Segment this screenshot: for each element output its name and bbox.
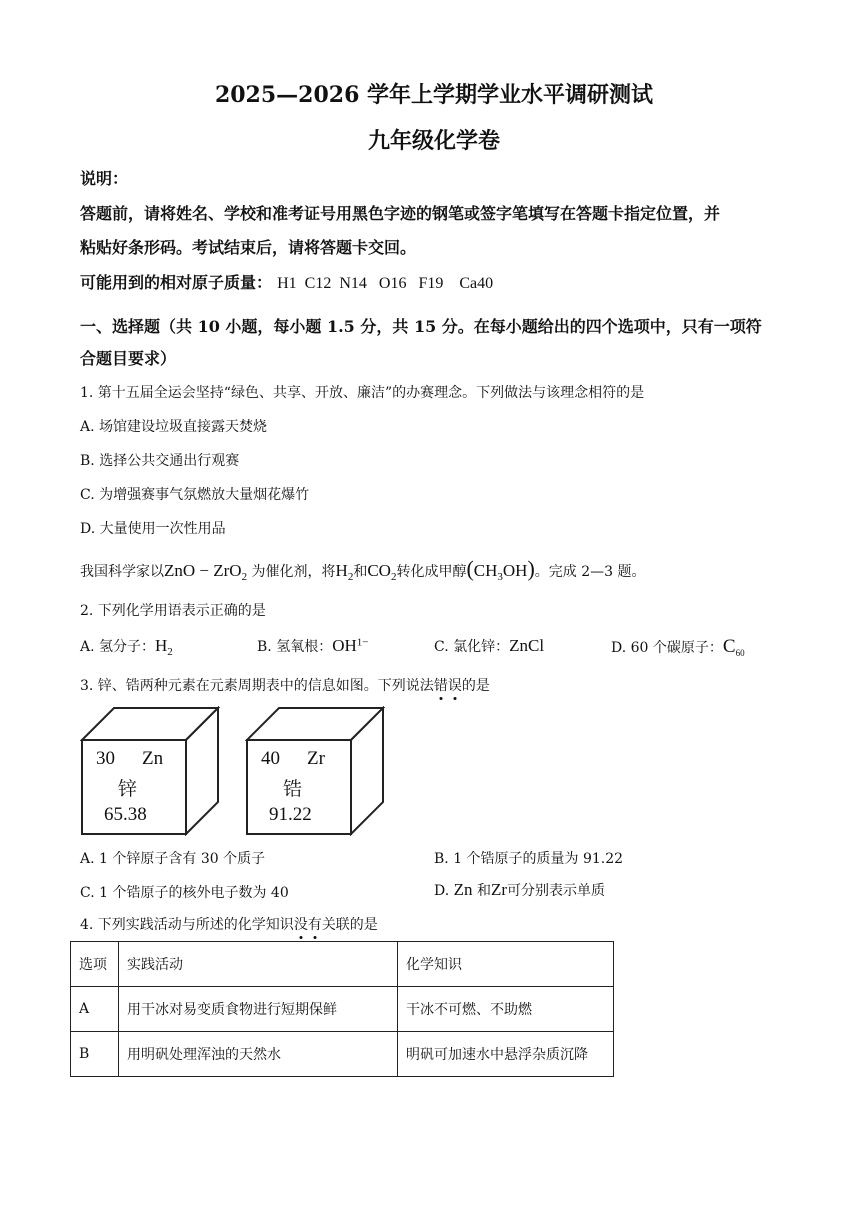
question-3-option-d [434, 880, 605, 900]
q2-b-label: B. 氢氧根： [257, 639, 333, 655]
question-2-option-a [80, 636, 173, 658]
question-1-stem: 1. 第十五届全运会坚持“绿色、共享、开放、廉洁”的办赛理念。下列做法与该理念相符的是 [80, 385, 645, 401]
zirconium-name: 锆 [283, 779, 303, 800]
q3-d-mid: 和 [476, 883, 491, 899]
question-4-table [70, 941, 614, 1077]
question-1-option-c: C. 为增强赛事气氛燃放大量烟花爆竹 [80, 487, 310, 503]
q3-stem-post: 的是 [461, 678, 490, 694]
table-cell-option: B [71, 1032, 119, 1077]
zinc-atomic-mass: 65.38 [104, 804, 147, 825]
formula-methanol-a: CH [473, 561, 498, 580]
instructions-line2: 粘贴好条形码。考试结束后，请将答题卡交回。 [80, 238, 417, 257]
q3-d-zr: Zr [490, 880, 508, 899]
cube-outline-zinc [80, 706, 220, 836]
q4-stem-post: 关联的是 [321, 917, 378, 933]
question-2-option-b [257, 636, 368, 656]
exam-title: 2025—2026 学年上学期学业水平调研测试 [214, 82, 654, 108]
question-3-option-c: C. 1 个锆原子的核外电子数为 40 [80, 885, 289, 901]
element-card-zinc [80, 706, 220, 836]
atomic-masses-values: H1 C12 N14 O16 F19 Ca40 [277, 275, 494, 292]
q3-d-zn: Zn [453, 880, 473, 899]
context-text-2: 为催化剂，将 [251, 564, 336, 580]
context-text-4: 转化成甲醇 [396, 564, 467, 580]
question-1-option-d: D. 大量使用一次性用品 [80, 521, 226, 537]
cube-outline-zirconium [245, 706, 385, 836]
q2-d-subscript: 60 [735, 647, 745, 658]
question-2-option-c [434, 636, 544, 656]
formula-methanol-b: OH [502, 561, 528, 580]
instructions-line1: 答题前，请将姓名、学校和准考证号用黑色字迹的钢笔或签字笔填写在答题卡指定位置，并 [80, 204, 721, 223]
atomic-masses-label: 可能用到的相对原子质量： [80, 273, 273, 292]
zinc-name: 锌 [118, 779, 138, 800]
q2-b-superscript: 1− [356, 636, 369, 649]
question-1-option-a: A. 场馆建设垃圾直接露天焚烧 [80, 419, 268, 435]
paren-open: ( [466, 556, 474, 581]
table-header-activity: 实践活动 [119, 942, 398, 987]
zinc-symbol: Zn [142, 748, 164, 769]
zinc-atomic-number: 30 [96, 748, 115, 769]
question-2-stem: 2. 下列化学用语表示正确的是 [80, 603, 266, 619]
table-row [71, 987, 614, 1032]
q3-d-label: D. [434, 883, 450, 899]
section-heading-line2: 合题目要求） [80, 349, 177, 368]
element-card-zirconium [245, 706, 385, 836]
exam-subtitle: 九年级化学卷 [367, 128, 500, 154]
formula-co2: CO [367, 561, 391, 580]
q2-a-label: A. 氢分子： [80, 639, 156, 655]
question-3-stem [80, 675, 490, 695]
q2-b-formula: OH [332, 636, 357, 655]
context-text-1: 我国科学家以 [80, 564, 164, 580]
zirconium-atomic-number: 40 [261, 748, 280, 769]
q2-c-formula: ZnCl [509, 636, 545, 655]
q3-emphasis-2: 误 [448, 678, 462, 694]
q4-emphasis-1: 没 [294, 917, 308, 933]
formula-methanol-subscript: 3 [497, 570, 503, 583]
table-cell-activity: 用干冰对易变质食物进行短期保鲜 [119, 987, 398, 1032]
formula-co2-subscript: 2 [390, 570, 397, 583]
q2-d-formula: C [722, 636, 736, 657]
instructions-label: 说明： [80, 169, 129, 188]
paren-close: ) [527, 556, 535, 581]
q3-emphasis-1: 错 [434, 678, 448, 694]
q2-a-subscript: 2 [167, 645, 173, 658]
table-row [71, 1032, 614, 1077]
catalyst-znO: ZnO [164, 561, 196, 580]
table-cell-option: A [71, 987, 119, 1032]
formula-h2: H [335, 561, 348, 580]
catalyst-subscript: 2 [241, 570, 248, 583]
catalyst-dash: − [195, 561, 214, 580]
table-header-option: 选项 [71, 942, 119, 987]
q3-stem-pre: 3. 锌、锆两种元素在元素周期表中的信息如图。下列说法 [80, 678, 434, 694]
zirconium-symbol: Zr [307, 748, 325, 769]
atomic-masses [80, 270, 493, 293]
question-3-option-b: B. 1 个锆原子的质量为 91.22 [434, 851, 624, 867]
q2-a-formula: H [155, 636, 168, 655]
table-cell-knowledge: 干冰不可燃、不助燃 [398, 987, 614, 1032]
question-2-option-d [611, 636, 745, 658]
q4-emphasis-2: 有 [308, 917, 322, 933]
context-paragraph [80, 556, 646, 583]
question-1-option-b: B. 选择公共交通出行观赛 [80, 453, 240, 469]
table-cell-activity: 用明矾处理浑浊的天然水 [119, 1032, 398, 1077]
question-4-stem [80, 914, 378, 934]
context-text-3: 和 [353, 564, 368, 580]
table-header-knowledge: 化学知识 [398, 942, 614, 987]
q3-d-post: 可分别表示单质 [507, 883, 606, 899]
table-header-row [71, 942, 614, 987]
q4-stem-pre: 4. 下列实践活动与所述的化学知识 [80, 917, 294, 933]
formula-h2-subscript: 2 [347, 570, 354, 583]
q2-c-label: C. 氯化锌： [434, 639, 510, 655]
q2-d-label: D. 60 个碳原子： [611, 640, 723, 656]
section-heading-line1: 一、选择题（共 10 小题，每小题 1.5 分，共 15 分。在每小题给出的四个选项中，只有一项符 [80, 317, 762, 336]
table-cell-knowledge: 明矾可加速水中悬浮杂质沉降 [398, 1032, 614, 1077]
context-text-5: 。完成 2—3 题。 [534, 564, 646, 580]
zirconium-atomic-mass: 91.22 [269, 804, 312, 825]
question-3-option-a: A. 1 个锌原子含有 30 个质子 [80, 851, 266, 867]
catalyst-zrO: ZrO [213, 561, 242, 580]
